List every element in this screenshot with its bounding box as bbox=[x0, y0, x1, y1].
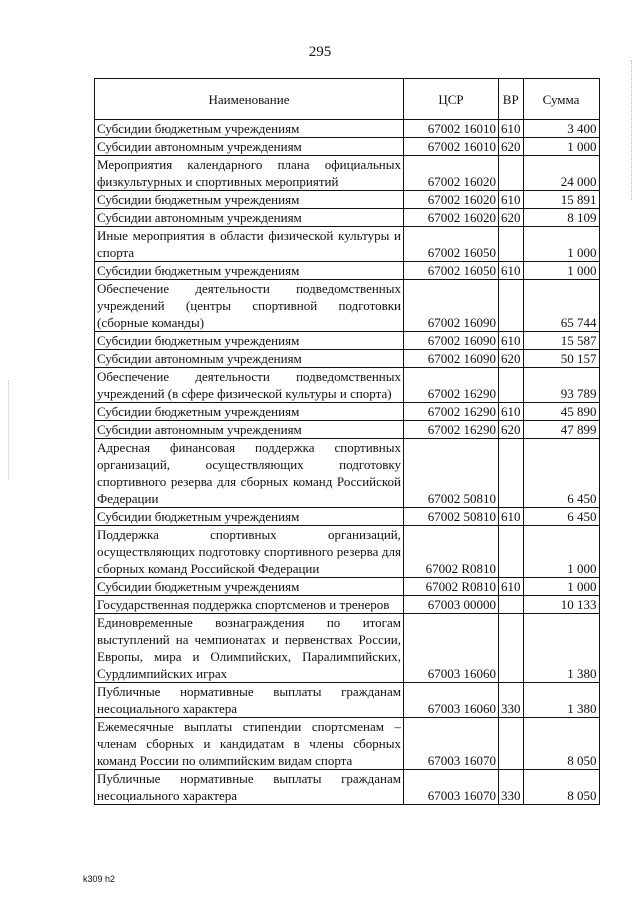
name-cell: Субсидии бюджетным учреждениям bbox=[95, 403, 404, 421]
table-row bbox=[95, 191, 600, 209]
table-row bbox=[95, 578, 600, 596]
vr-cell bbox=[499, 227, 524, 262]
csr-cell: 67002 50810 bbox=[404, 439, 499, 508]
name-cell: Мероприятия календарного плана официальных физкультурных и спортивных мероприятий bbox=[95, 156, 404, 191]
csr-cell: 67002 16090 bbox=[404, 332, 499, 350]
vr-cell bbox=[499, 718, 524, 770]
csr-cell: 67002 R0810 bbox=[404, 578, 499, 596]
csr-cell: 67003 16060 bbox=[404, 683, 499, 718]
csr-cell: 67002 16290 bbox=[404, 403, 499, 421]
csr-cell: 67002 16010 bbox=[404, 138, 499, 156]
header-sum: Сумма bbox=[523, 79, 599, 120]
vr-cell bbox=[499, 156, 524, 191]
sum-cell: 8 050 bbox=[523, 770, 599, 805]
csr-cell: 67002 16020 bbox=[404, 209, 499, 227]
table-row bbox=[95, 526, 600, 578]
table-row bbox=[95, 209, 600, 227]
vr-cell bbox=[499, 280, 524, 332]
sum-cell: 6 450 bbox=[523, 439, 599, 508]
name-cell: Единовременные вознаграждения по итогам выступлений на чемпионатах и первенствах России, Европы, мира и Олимпийских, Паралимпийских, Сурдлимпийских играх bbox=[95, 614, 404, 683]
table-row bbox=[95, 718, 600, 770]
table-row bbox=[95, 262, 600, 280]
vr-cell: 610 bbox=[499, 332, 524, 350]
name-cell: Субсидии бюджетным учреждениям bbox=[95, 191, 404, 209]
table-row bbox=[95, 368, 600, 403]
page-number: 295 bbox=[308, 44, 332, 60]
sum-cell: 10 133 bbox=[523, 596, 599, 614]
table-row bbox=[95, 421, 600, 439]
csr-cell: 67002 16010 bbox=[404, 120, 499, 138]
table-row bbox=[95, 280, 600, 332]
name-cell: Публичные нормативные выплаты гражданам несоциального характера bbox=[95, 770, 404, 805]
vr-cell: 610 bbox=[499, 262, 524, 280]
name-cell: Обеспечение деятельности подведомственных учреждений (центры спортивной подготовки (сборные команды) bbox=[95, 280, 404, 332]
table-row bbox=[95, 683, 600, 718]
csr-cell: 67002 R0810 bbox=[404, 526, 499, 578]
sum-cell: 1 000 bbox=[523, 262, 599, 280]
csr-cell: 67002 16050 bbox=[404, 227, 499, 262]
csr-cell: 67002 16020 bbox=[404, 156, 499, 191]
name-cell: Субсидии автономным учреждениям bbox=[95, 138, 404, 156]
vr-cell: 610 bbox=[499, 403, 524, 421]
table-row bbox=[95, 770, 600, 805]
name-cell: Субсидии бюджетным учреждениям bbox=[95, 332, 404, 350]
sum-cell: 1 380 bbox=[523, 614, 599, 683]
table-row bbox=[95, 596, 600, 614]
name-cell: Адресная финансовая поддержка спортивных организаций, осуществляющих подготовку спортивного резерва для сборных команд Российской Федерации bbox=[95, 439, 404, 508]
scan-left-marks bbox=[8, 380, 11, 480]
table-row bbox=[95, 138, 600, 156]
budget-table bbox=[94, 78, 600, 805]
csr-cell: 67002 16290 bbox=[404, 368, 499, 403]
csr-cell: 67002 16090 bbox=[404, 280, 499, 332]
name-cell: Публичные нормативные выплаты гражданам несоциального характера bbox=[95, 683, 404, 718]
name-cell: Субсидии автономным учреждениям bbox=[95, 421, 404, 439]
vr-cell bbox=[499, 596, 524, 614]
name-cell: Обеспечение деятельности подведомственных учреждений (в сфере физической культуры и спорта) bbox=[95, 368, 404, 403]
csr-cell: 67002 16020 bbox=[404, 191, 499, 209]
sum-cell: 50 157 bbox=[523, 350, 599, 368]
vr-cell bbox=[499, 614, 524, 683]
csr-cell: 67003 16060 bbox=[404, 614, 499, 683]
table-row bbox=[95, 120, 600, 138]
sum-cell: 15 891 bbox=[523, 191, 599, 209]
vr-cell: 610 bbox=[499, 120, 524, 138]
sum-cell: 8 050 bbox=[523, 718, 599, 770]
sum-cell: 3 400 bbox=[523, 120, 599, 138]
name-cell: Ежемесячные выплаты стипендии спортсменам – членам сборных и кандидатам в члены сборных команд России по олимпийским видам спорта bbox=[95, 718, 404, 770]
table-row bbox=[95, 350, 600, 368]
csr-cell: 67003 00000 bbox=[404, 596, 499, 614]
table-row bbox=[95, 439, 600, 508]
table-header-row bbox=[95, 79, 600, 120]
csr-cell: 67003 16070 bbox=[404, 718, 499, 770]
name-cell: Иные мероприятия в области физической культуры и спорта bbox=[95, 227, 404, 262]
header-name: Наименование bbox=[95, 79, 404, 120]
name-cell: Субсидии бюджетным учреждениям bbox=[95, 120, 404, 138]
scan-edge-marks bbox=[631, 60, 634, 200]
vr-cell: 610 bbox=[499, 508, 524, 526]
vr-cell: 620 bbox=[499, 138, 524, 156]
sum-cell: 47 899 bbox=[523, 421, 599, 439]
sum-cell: 1 000 bbox=[523, 578, 599, 596]
name-cell: Поддержка спортивных организаций, осуществляющих подготовку спортивного резерва для сборных команд Российской Федерации bbox=[95, 526, 404, 578]
csr-cell: 67002 16290 bbox=[404, 421, 499, 439]
vr-cell bbox=[499, 526, 524, 578]
vr-cell: 620 bbox=[499, 421, 524, 439]
sum-cell: 1 380 bbox=[523, 683, 599, 718]
name-cell: Субсидии автономным учреждениям bbox=[95, 209, 404, 227]
vr-cell: 620 bbox=[499, 350, 524, 368]
table-row bbox=[95, 156, 600, 191]
csr-cell: 67002 16090 bbox=[404, 350, 499, 368]
vr-cell: 610 bbox=[499, 578, 524, 596]
sum-cell: 45 890 bbox=[523, 403, 599, 421]
header-vr: ВР bbox=[499, 79, 524, 120]
vr-cell: 620 bbox=[499, 209, 524, 227]
sum-cell: 1 000 bbox=[523, 227, 599, 262]
table-body bbox=[95, 120, 600, 805]
table-row bbox=[95, 614, 600, 683]
vr-cell bbox=[499, 368, 524, 403]
table-row bbox=[95, 332, 600, 350]
csr-cell: 67002 50810 bbox=[404, 508, 499, 526]
table-row bbox=[95, 403, 600, 421]
name-cell: Государственная поддержка спортсменов и тренеров bbox=[95, 596, 404, 614]
table-row bbox=[95, 508, 600, 526]
vr-cell: 330 bbox=[499, 683, 524, 718]
csr-cell: 67003 16070 bbox=[404, 770, 499, 805]
vr-cell: 330 bbox=[499, 770, 524, 805]
vr-cell: 610 bbox=[499, 191, 524, 209]
sum-cell: 8 109 bbox=[523, 209, 599, 227]
sum-cell: 6 450 bbox=[523, 508, 599, 526]
sum-cell: 24 000 bbox=[523, 156, 599, 191]
sum-cell: 65 744 bbox=[523, 280, 599, 332]
sum-cell: 1 000 bbox=[523, 526, 599, 578]
sum-cell: 1 000 bbox=[523, 138, 599, 156]
name-cell: Субсидии бюджетным учреждениям bbox=[95, 262, 404, 280]
table-row bbox=[95, 227, 600, 262]
name-cell: Субсидии автономным учреждениям bbox=[95, 350, 404, 368]
name-cell: Субсидии бюджетным учреждениям bbox=[95, 578, 404, 596]
csr-cell: 67002 16050 bbox=[404, 262, 499, 280]
vr-cell bbox=[499, 439, 524, 508]
footer-code: k309 h2 bbox=[83, 874, 116, 884]
header-csr: ЦСР bbox=[404, 79, 499, 120]
sum-cell: 15 587 bbox=[523, 332, 599, 350]
sum-cell: 93 789 bbox=[523, 368, 599, 403]
name-cell: Субсидии бюджетным учреждениям bbox=[95, 508, 404, 526]
